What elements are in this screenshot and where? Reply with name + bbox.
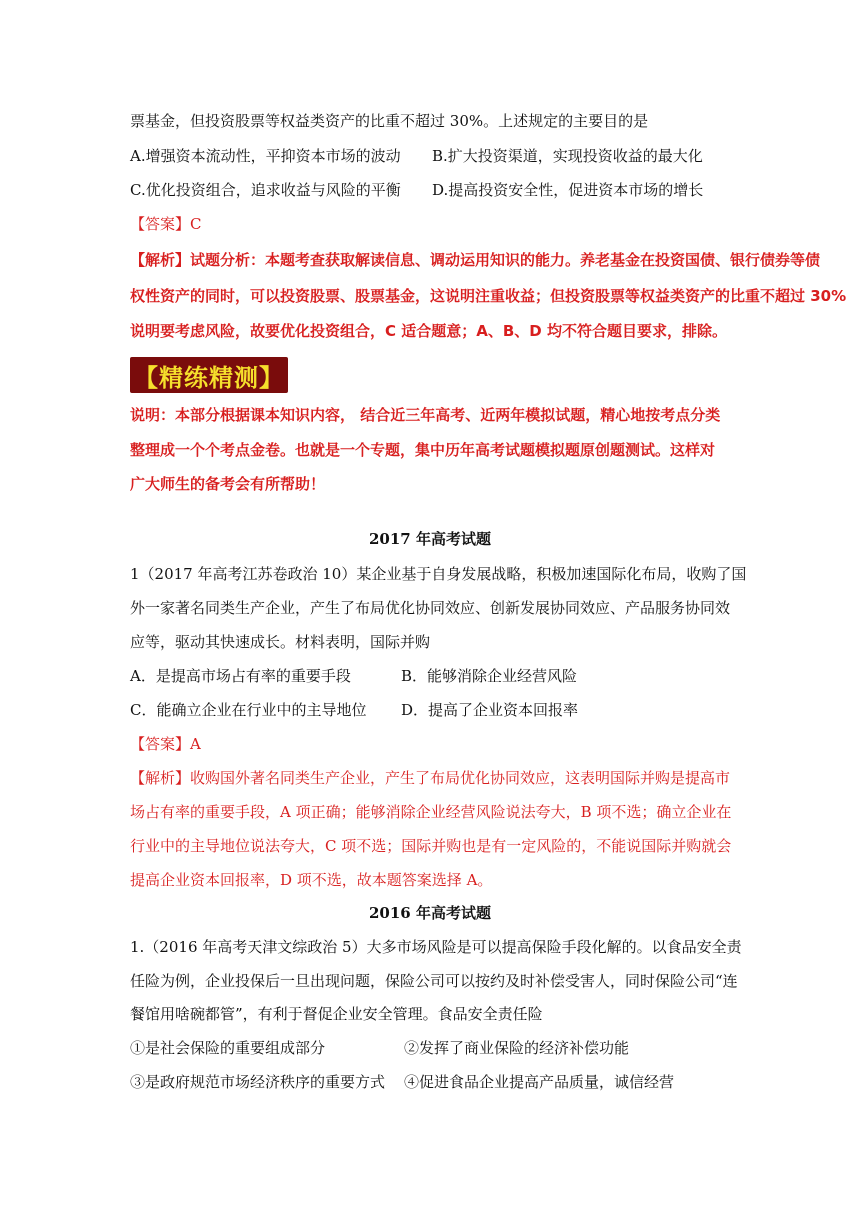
analysis-line: 提高企业资本回报率，D 项不选，故本题答案选择 A。	[130, 871, 493, 889]
analysis-tag: 【解析】	[130, 251, 191, 269]
option-d: D.提高投资安全性，促进资本市场的增长	[432, 181, 704, 199]
intro-line: 广大师生的备考会有所帮助！	[130, 475, 326, 493]
option-a: A．是提高市场占有率的重要手段	[130, 667, 351, 685]
intro-line: 整理成一个个考点金卷。也就是一个专题，集中历年高考试题模拟题原创题测试。这样对	[130, 441, 716, 459]
option-1: ①是社会保险的重要组成部分	[130, 1039, 326, 1057]
analysis-line: 说明要考虑风险，故要优化投资组合，C 适合题意；A、B、D 均不符合题目要求，排除。	[130, 322, 727, 340]
option-a: A.增强资本流动性，平抑资本市场的波动	[130, 147, 401, 165]
section-banner	[130, 357, 288, 393]
answer: 【答案】C	[130, 215, 202, 233]
question-stem-line: 1.（2016 年高考天津文综政治 5）大多市场风险是可以提高保险手段化解的。以食品安全责	[130, 938, 742, 956]
section-heading-2017: 2017 年高考试题	[369, 530, 491, 548]
question-stem-line: 任险为例，企业投保后一旦出现问题，保险公司可以按约及时补偿受害人，同时保险公司“连	[130, 972, 738, 990]
option-c: C.优化投资组合，追求收益与风险的平衡	[130, 181, 401, 199]
intro-line: 说明：本部分根据课本知识内容， 结合近三年高考、近两年模拟试题，精心地按考点分类	[130, 406, 721, 424]
question-stem-line: 外一家著名同类生产企业，产生了布局优化协同效应、创新发展协同效应、产品服务协同效	[130, 599, 731, 617]
question-stem-line: 应等，驱动其快速成长。材料表明，国际并购	[130, 633, 431, 651]
question-stem-line: 票基金，但投资股票等权益类资产的比重不超过 30%。上述规定的主要目的是	[130, 112, 649, 130]
question-stem-line: 餐馆用啥碗都管”，有利于督促企业安全管理。食品安全责任险	[130, 1005, 543, 1023]
option-2: ②发挥了商业保险的经济补偿功能	[404, 1039, 630, 1057]
analysis-line: 【解析】收购国外著名同类生产企业，产生了布局优化协同效应，这表明国际并购是提高市	[130, 769, 731, 787]
analysis-line	[130, 250, 820, 270]
option-d: D．提高了企业资本回报率	[401, 701, 579, 719]
analysis-text: 试题分析：本题考查获取解读信息、调动运用知识的能力。养老基金在投资国债、银行债券等债	[190, 251, 821, 269]
option-c: C．能确立企业在行业中的主导地位	[130, 701, 367, 719]
option-b: B．能够消除企业经营风险	[401, 667, 578, 685]
banner-text: 【精练精测】	[134, 363, 284, 392]
option-b: B.扩大投资渠道，实现投资收益的最大化	[432, 147, 703, 165]
analysis-line: 行业中的主导地位说法夸大，C 项不选；国际并购也是有一定风险的，不能说国际并购就会	[130, 837, 732, 855]
question-stem-line: 1（2017 年高考江苏卷政治 10）某企业基于自身发展战略，积极加速国际化布局，收购了国	[130, 565, 747, 583]
analysis-line: 场占有率的重要手段，A 项正确；能够消除企业经营风险说法夸大，B 项不选；确立企业在	[130, 803, 732, 821]
section-heading-2016: 2016 年高考试题	[369, 904, 491, 922]
option-4: ④促进食品企业提高产品质量，诚信经营	[404, 1073, 675, 1091]
answer: 【答案】A	[130, 735, 201, 753]
analysis-line: 权性资产的同时，可以投资股票、股票基金，这说明注重收益；但投资股票等权益类资产的比重不超过 30%	[130, 287, 847, 305]
option-3: ③是政府规范市场经济秩序的重要方式	[130, 1073, 386, 1091]
